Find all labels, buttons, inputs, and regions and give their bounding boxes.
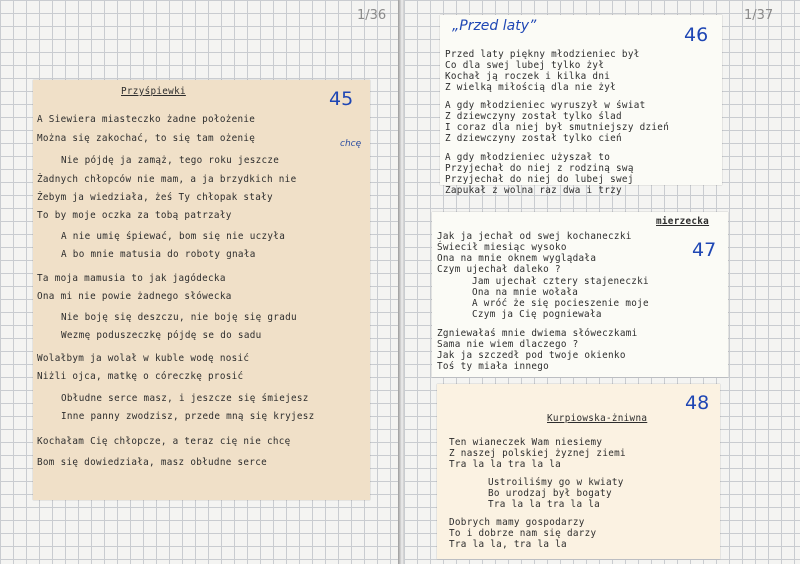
sheet45-line: Ona mi nie powie żadnego słówecka — [37, 291, 232, 302]
sheet46-line: Z dziewczyny został tylko ślad — [445, 111, 622, 122]
sheet46-line: Przyjechał do niej do lubej swej — [445, 174, 634, 185]
sheet46-line: Kochał ją roczek i kilka dni — [445, 71, 611, 82]
sheet45-line: Wolałbym ja wolał w kuble wodę nosić — [37, 353, 250, 364]
sheet46-line: I coraz dla niej był smutniejszy dzień — [445, 122, 670, 133]
sheet45-line: Niżli ojca, matkę o córeczkę prosić — [37, 371, 244, 382]
sheet46-line: A gdy młodzieniec wyruszył w świat — [445, 100, 646, 111]
sheet46-line: A gdy młodzieniec użyszał to — [445, 152, 611, 163]
sheet45-line: Kochałam Cię chłopcze, a teraz cię nie chcę — [37, 436, 291, 447]
lyrics-sheet-47 — [432, 212, 728, 377]
page-number-left: 1/36 — [357, 8, 387, 23]
sheet48-line: Tra la la tra la la — [488, 499, 601, 510]
sheet45-line: Ta moja mamusia to jak jagódecka — [37, 273, 226, 284]
sheet46-line: Przed laty piękny młodzieniec był — [445, 49, 640, 60]
sheet45-line: Nie pójdę ja zamąż, tego roku jeszcze — [61, 155, 280, 166]
sheet48-line: Ustroiliśmy go w kwiaty — [488, 477, 624, 488]
sheet45-line: Bom się dowiedziała, masz obłudne serce — [37, 457, 267, 468]
sheet48-line: Ten wianeczek Wam niesiemy — [449, 437, 603, 448]
sheet45-title: Przyśpiewki — [121, 86, 186, 97]
sheet46-line: Zapukał z wolna raz dwa i trzy — [445, 185, 622, 196]
sheet47-line: Zgniewałaś mnie dwiema słóweczkami — [437, 328, 638, 339]
sheet47-number: 47 — [692, 239, 717, 261]
sheet46-line: Z wielką miłością dla nie żył — [445, 82, 617, 93]
sheet45-line: Żebym ja wiedziała, żeś Ty chłopak stały — [37, 192, 273, 203]
sheet47-line: Świecił miesiąc wysoko — [437, 242, 567, 253]
sheet45-margin-note: chcę — [340, 139, 362, 149]
sheet48-line: Bo urodzaj był bogaty — [488, 488, 612, 499]
sheet45-line: Obłudne serce masz, i jeszcze się śmiejesz — [61, 393, 309, 404]
sheet48-line: To i dobrze nam się darzy — [449, 528, 597, 539]
sheet45-line: Wezmę poduszeczkę pójdę se do sadu — [61, 330, 262, 341]
sheet45-line: A Siewiera miasteczko żadne położenie — [37, 114, 256, 125]
sheet48-line: Dobrych mamy gospodarzy — [449, 517, 585, 528]
sheet47-title: mierzecka — [656, 216, 710, 227]
sheet45-line: Można się zakochać, to się tam ożenię — [37, 133, 256, 144]
lyrics-sheet-45 — [33, 80, 370, 500]
sheet47-line: Jak ja jechał od swej kochaneczki — [437, 231, 632, 242]
sheet47-line: Jam ujechał cztery stajeneczki — [472, 276, 649, 287]
sheet46-line: Przyjechał do niej z rodziną swą — [445, 163, 634, 174]
sheet45-line: Żadnych chłopców nie mam, a ja brzydkich nie — [37, 174, 297, 185]
sheet45-line: A bo mnie matusia do roboty gnała — [61, 249, 256, 260]
sheet47-line: Czym ujechał daleko ? — [437, 264, 561, 275]
sheet45-line: To by moje oczka za tobą patrzały — [37, 210, 232, 221]
sheet46-handwritten-title: „Przed laty” — [452, 18, 537, 34]
sheet45-number: 45 — [329, 88, 354, 110]
sheet46-line: Z dziewczyny został tylko cień — [445, 133, 622, 144]
sheet47-line: A wróć że się pocieszenie moje — [472, 298, 649, 309]
page-number-right: 1/37 — [744, 8, 774, 23]
sheet48-line: Tra la la tra la la — [449, 459, 562, 470]
sheet47-line: Ona na mnie wołała — [472, 287, 579, 298]
sheet48-title: Kurpiowska-żniwna — [547, 413, 648, 424]
sheet47-line: Sama nie wiem dlaczego ? — [437, 339, 579, 350]
sheet45-line: A nie umię śpiewać, bom się nie uczyła — [61, 231, 286, 242]
sheet46-line: Co dla swej lubej tylko żył — [445, 60, 605, 71]
sheet48-line: Tra la la, tra la la — [449, 539, 567, 550]
sheet48-line: Z naszej polskiej żyznej ziemi — [449, 448, 626, 459]
sheet47-line: Ona na mnie oknem wyglądała — [437, 253, 597, 264]
sheet45-line: Nie boję się deszczu, nie boję się gradu — [61, 312, 297, 323]
sheet46-number: 46 — [684, 24, 709, 46]
sheet45-line: Inne panny zwodzisz, przede mną się kryjesz — [61, 411, 315, 422]
sheet47-line: Jak ja szczedł pod twoje okienko — [437, 350, 626, 361]
sheet47-line: Toś ty miała innego — [437, 361, 550, 372]
sheet48-number: 48 — [685, 392, 710, 414]
lyrics-sheet-46 — [440, 15, 722, 196]
lyrics-sheet-48 — [437, 384, 720, 559]
sheet47-line: Czym ja Cię pogniewała — [472, 309, 602, 320]
